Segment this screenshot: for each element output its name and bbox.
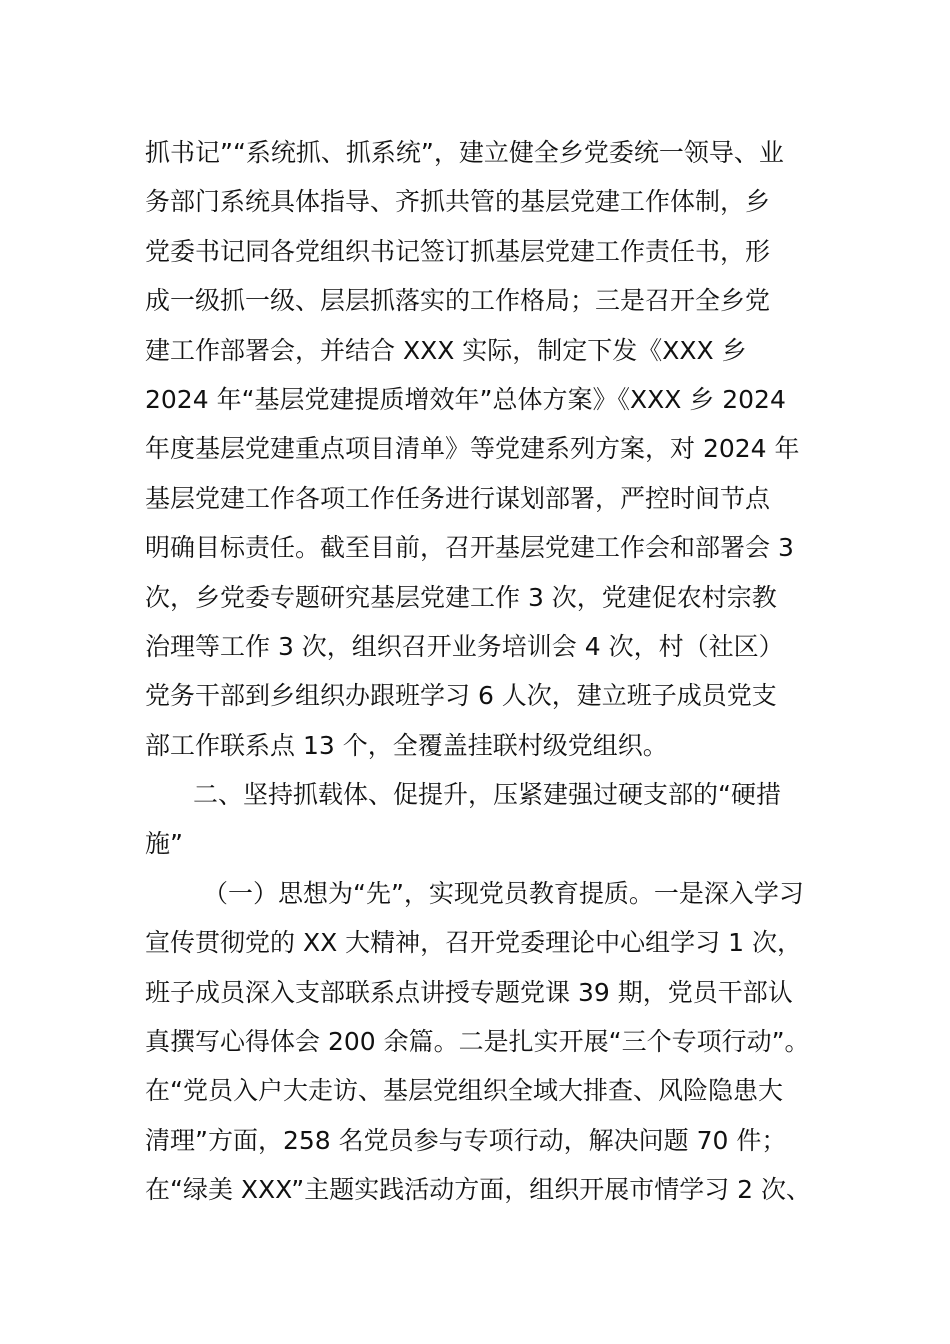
subsection-heading: （一）思想为“先”，实现党员教育提质。一是深入学习 bbox=[203, 878, 804, 908]
text-line: 抓书记”“系统抓、抓系统”，建立健全乡党委统一领导、业 bbox=[145, 138, 784, 167]
text-line: 在“党员入户大走访、基层党组织全域大排查、风险隐患大 bbox=[145, 1076, 783, 1106]
text-line: 真撰写心得体会 200 余篇。二是扎实开展“三个专项行动”。 bbox=[145, 1027, 810, 1057]
section-heading: 二、坚持抓载体、促提升，压紧建强过硬支部的“硬措 bbox=[193, 780, 781, 810]
text-line: 部工作联系点 13 个，全覆盖挂联村级党组织。 bbox=[145, 730, 668, 760]
text-line: 党务干部到乡组织办跟班学习 6 人次，建立班子成员党支 bbox=[145, 681, 777, 711]
text-line: 成一级抓一级、层层抓落实的工作格局；三是召开全乡党 bbox=[145, 286, 771, 316]
text-line: 班子成员深入支部联系点讲授专题党课 39 期，党员干部认 bbox=[145, 977, 793, 1007]
text-line: 次，乡党委专题研究基层党建工作 3 次，党建促农村宗教 bbox=[145, 582, 777, 612]
text-line: 在“绿美 XXX”主题实践活动方面，组织开展市情学习 2 次、 bbox=[145, 1175, 812, 1205]
body-text bbox=[145, 128, 835, 1215]
section-heading-continued: 施” bbox=[145, 829, 183, 859]
text-line: 建工作部署会，并结合 XXX 实际，制定下发《XXX 乡 bbox=[145, 335, 747, 365]
text-line: 明确目标责任。截至目前，召开基层党建工作会和部署会 3 bbox=[145, 533, 794, 563]
text-line: 清理”方面，258 名党员参与专项行动，解决问题 70 件； bbox=[145, 1125, 787, 1155]
text-line: 宣传贯彻党的 XX 大精神，召开党委理论中心组学习 1 次， bbox=[145, 928, 802, 958]
text-line: 基层党建工作各项工作任务进行谋划部署，严控时间节点 bbox=[145, 483, 771, 513]
text-line: 治理等工作 3 次，组织召开业务培训会 4 次，村（社区） bbox=[145, 631, 784, 661]
text-line: 党委书记同各党组织书记签订抓基层党建工作责任书，形 bbox=[145, 236, 771, 266]
text-line: 务部门系统具体指导、齐抓共管的基层党建工作体制，乡 bbox=[145, 187, 771, 217]
text-line: 年度基层党建重点项目清单》等党建系列方案，对 2024 年 bbox=[145, 434, 800, 464]
text-line: 2024 年“基层党建提质增效年”总体方案》《XXX 乡 2024 bbox=[145, 384, 786, 414]
